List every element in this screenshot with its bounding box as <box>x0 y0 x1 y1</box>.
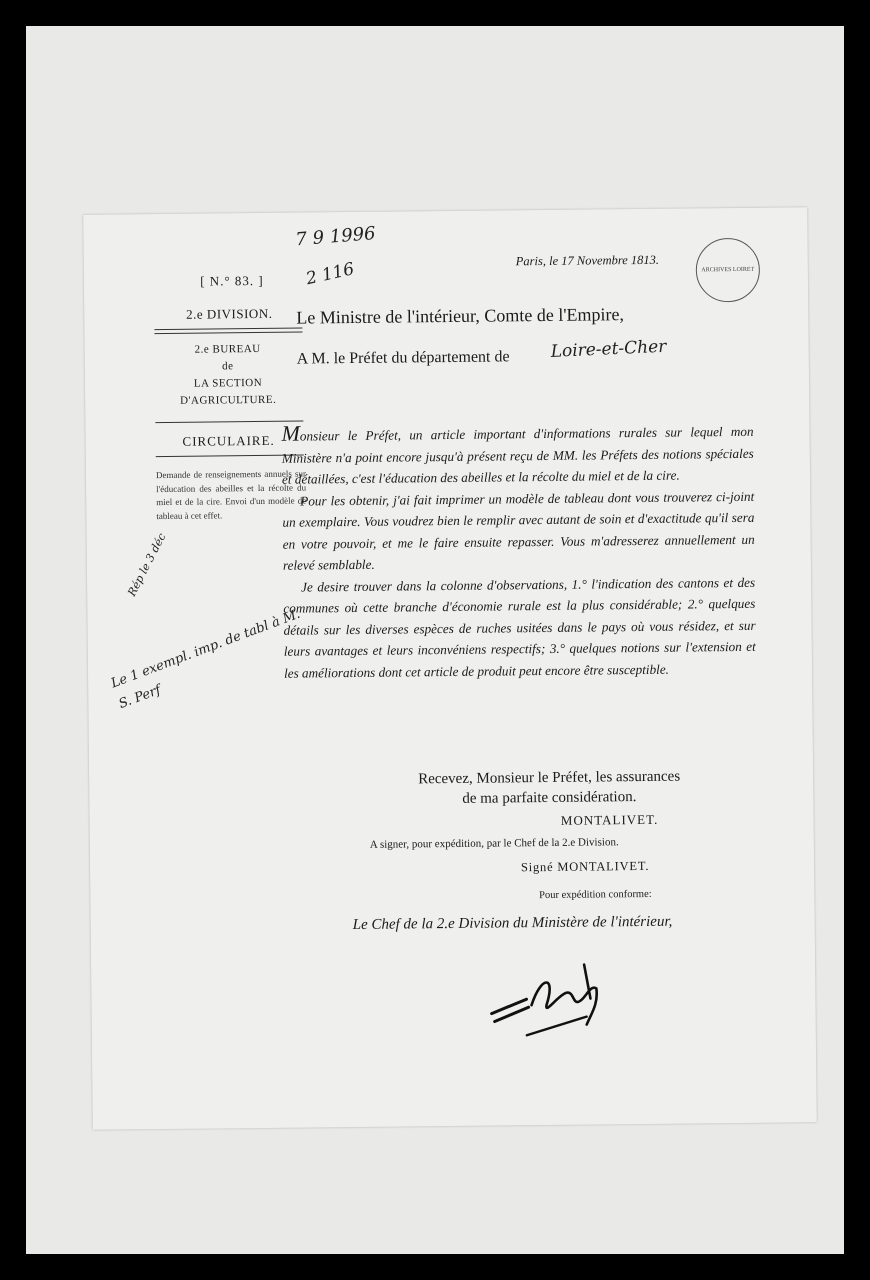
certified-copy-note: Pour expédition conforme: <box>539 888 652 902</box>
circulaire-label: CIRCULAIRE. <box>182 432 275 449</box>
margin-note: Rép le 3 déc <box>125 531 169 599</box>
closing-line: de ma parfaite considération. <box>462 789 637 807</box>
bureau-line: LA SECTION <box>193 376 263 390</box>
bureau-line: D'AGRICULTURE. <box>179 393 277 407</box>
signing-note: A signer, pour expédition, par le Chef de la 2.e Division. <box>369 836 619 851</box>
bureau-line: 2.e BUREAU <box>194 342 261 356</box>
handwritten-department: Loire-et-Cher <box>550 336 667 362</box>
bureau-block <box>148 340 309 410</box>
closing-line: Recevez, Monsieur le Préfet, les assurances <box>418 768 681 788</box>
handwritten-signature <box>486 954 617 1045</box>
body-paragraph: Monsieur le Préfet, un article important d'informations rurales sur lequel mon Ministère n'a point encore jusqu'à présent reçu de MM. les Préfets des notions spéciales et détaillées, c'est l'éducation des abeilles et la récolte du miel et de la cire. <box>281 420 754 487</box>
archive-stamp <box>696 238 761 303</box>
chef-division-line: Le Chef de la 2.e Division du Ministère de l'intérieur, <box>352 913 673 934</box>
margin-note: Le 1 exempl. imp. de tabl à M. S. Perf <box>109 606 303 713</box>
photo-mount <box>26 26 844 1254</box>
signed-by: Signé MONTALIVET. <box>520 858 650 875</box>
closing-formula <box>349 766 749 810</box>
minister-title: Le Ministre de l'intérieur, Comte de l'Empire, <box>296 304 625 328</box>
drop-cap: M <box>281 420 300 446</box>
body-paragraph: Je desire trouver dans la colonne d'observations, 1.° l'indication des cantons et des communes où cette branche d'économie rurale est la plus considérable; 2.° quelques détails sur les diverses espèces de ruches usitées dans le pays où vous résidez, et sur leurs avantages et leurs inconvéniens respectifs; 3.° quelques notions sur l'extension et les améliorations dont cet article de produit peut encore être susceptible. <box>283 574 756 681</box>
bureau-line: de <box>222 360 234 373</box>
dateline: Paris, le 17 Novembre 1813. <box>515 252 660 269</box>
handwritten-note: 2 116 <box>304 259 357 290</box>
division-label: 2.e DIVISION. <box>186 305 273 322</box>
circular-number: [ N.° 83. ] <box>200 272 264 289</box>
divider <box>154 328 302 331</box>
divider <box>154 332 302 335</box>
body-paragraph: Pour les obtenir, j'ai fait imprimer un modèle de tableau dont vous trouverez ci-joint un exemplaire. Vous voudrez bien le remplir avec autant de soin et d'exactitude qu'il sera en votre pouvoir, et me le faire ensuite repasser. Vous m'adresserez annuellement un relevé semblable. <box>282 488 755 573</box>
addressee: A M. le Préfet du département de <box>296 348 510 368</box>
stamp-text: ARCHIVES LOIRET <box>701 266 755 274</box>
minister-signature-name: MONTALIVET. <box>560 811 659 828</box>
document-page <box>83 207 817 1130</box>
letter-body <box>281 418 756 684</box>
handwritten-note: 7 9 1996 <box>294 222 377 251</box>
subject-summary: Demande de renseignements annuels sur l'éducation des abeilles et la récolte du miel et de la cire. Envoi d'un modèle de tableau à cet effet. <box>155 468 307 521</box>
